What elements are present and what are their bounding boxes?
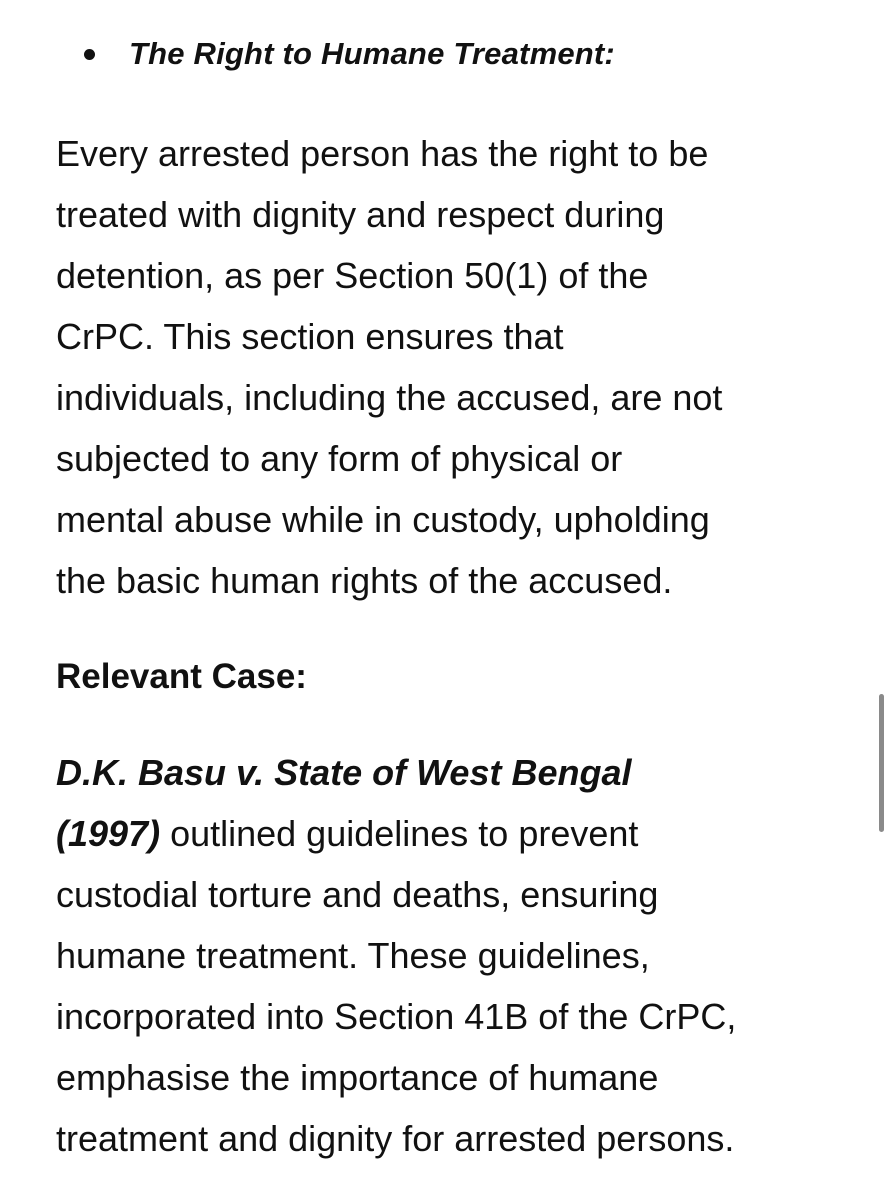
case-year: (1997) <box>56 813 161 854</box>
paragraph-humane-treatment <box>56 123 722 611</box>
vertical-scrollbar[interactable] <box>879 694 884 832</box>
paragraph-line: humane treatment. These guidelines, <box>56 935 650 976</box>
paragraph-line: Every arrested person has the right to be <box>56 133 709 174</box>
bullet-item <box>84 36 615 72</box>
bullet-heading: The Right to Humane Treatment: <box>129 36 615 71</box>
relevant-case-heading: Relevant Case: <box>56 657 307 696</box>
paragraph-relevant-case <box>56 742 736 1169</box>
paragraph-line: treatment and dignity for arrested persons. <box>56 1118 735 1159</box>
paragraph-line: the basic human rights of the accused. <box>56 560 673 601</box>
paragraph-line: subjected to any form of physical or <box>56 438 623 479</box>
paragraph-line: outlined guidelines to prevent <box>160 813 639 854</box>
paragraph-line: CrPC. This section ensures that <box>56 316 564 357</box>
paragraph-line: treated with dignity and respect during <box>56 194 665 235</box>
paragraph-line: mental abuse while in custody, upholding <box>56 499 710 540</box>
case-name: D.K. Basu v. State of West Bengal <box>56 752 632 793</box>
paragraph-line: custodial torture and deaths, ensuring <box>56 874 659 915</box>
bullet-dot-icon <box>84 49 95 60</box>
paragraph-line: incorporated into Section 41B of the CrPC, <box>56 996 737 1037</box>
paragraph-line: emphasise the importance of humane <box>56 1057 659 1098</box>
paragraph-line: individuals, including the accused, are not <box>56 377 723 418</box>
paragraph-line: detention, as per Section 50(1) of the <box>56 255 649 296</box>
